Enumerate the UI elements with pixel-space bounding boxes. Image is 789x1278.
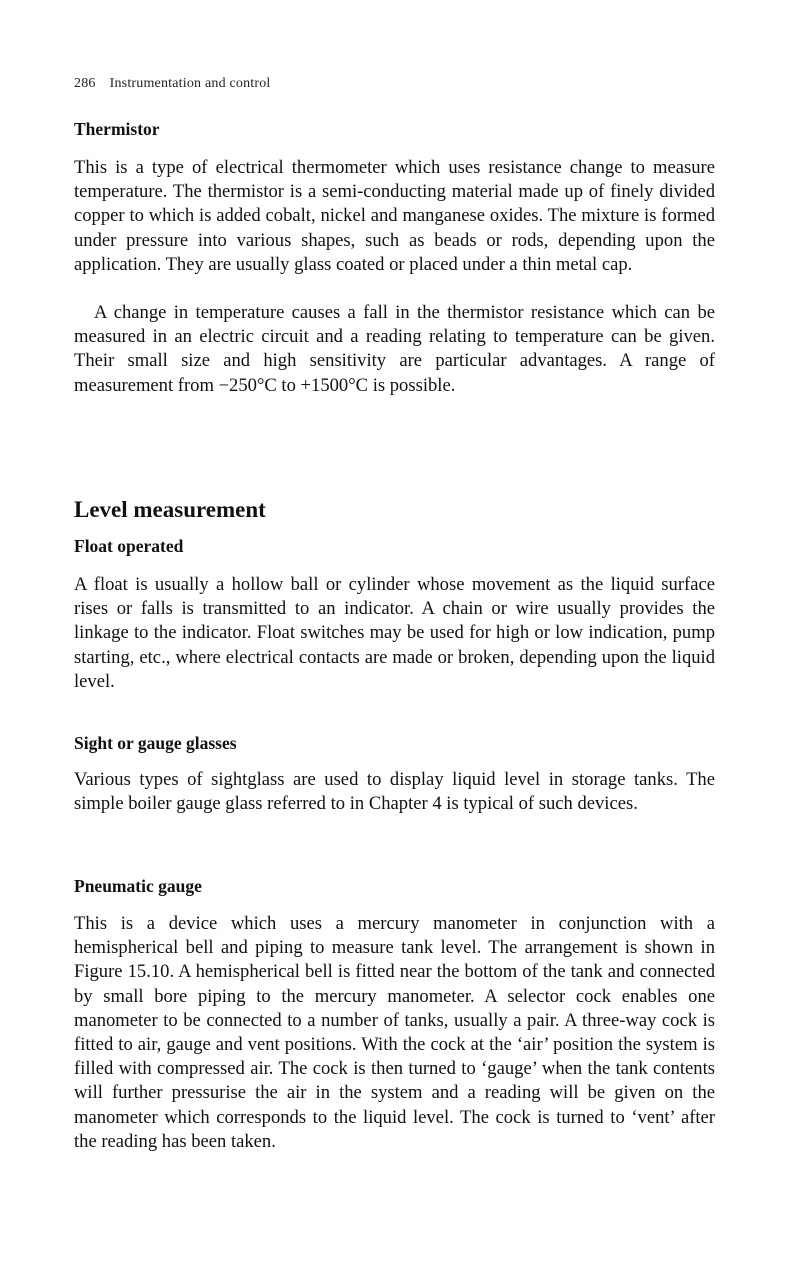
paragraph-sight-glasses: Various types of sightglass are used to display liquid level in storage tanks. The simple boiler gauge glass referred to in Chapter 4 is typical of such devices.	[74, 769, 715, 815]
page-number: 286	[74, 76, 96, 91]
chapter-section-heading-level-measurement: Level measurement	[74, 497, 266, 522]
running-title: Instrumentation and control	[109, 76, 271, 91]
paragraph-float-operated: A float is usually a hollow ball or cylinder whose movement as the liquid surface rises or falls is transmitted to an indicator. A chain or wire usually provides the linkage to the indicator. Float switches may be used for high or low indication, pump starting, etc., where electrical contacts are made or broken, depending upon the liquid level.	[74, 574, 715, 692]
paragraph-thermistor-1: This is a type of electrical thermometer which uses resistance change to measure temperature. The thermistor is a semi-conducting material made up of finely divided copper to which is added cobalt, nickel and manganese oxides. The mixture is formed under pressure into various shapes, such as beads or rods, depending upon the application. They are usually glass coated or placed under a thin metal cap.	[74, 157, 715, 275]
running-header	[74, 76, 271, 92]
section-heading-thermistor: Thermistor	[74, 119, 160, 139]
paragraph-pneumatic-gauge: This is a device which uses a mercury manometer in conjunction with a hemispherical bell and piping to measure tank level. The arrangement is shown in Figure 15.10. A hemispherical bell is fitted near the bottom of the tank and connected by small bore piping to the mercury manometer. A selector cock enables one manometer to be connected to a number of tanks, usually a pair. A three-way cock is fitted to air, gauge and vent positions. With the cock at the ‘air’ position the system is filled with compressed air. The cock is then turned to ‘gauge’ when the tank contents will further pressurise the air in the system and a reading will be given on the manometer which corresponds to the liquid level. The cock is turned to ‘vent’ after the reading has been taken.	[74, 913, 715, 1152]
subsection-heading-float-operated: Float operated	[74, 536, 184, 556]
paragraph-thermistor-2: A change in temperature causes a fall in the thermistor resistance which can be measured in an electric circuit and a reading relating to temperature can be given. Their small size and high sensitivity are particular advantages. A range of measurement from −250°C to +1500°C is possible.	[74, 302, 715, 396]
subsection-heading-sight-glasses: Sight or gauge glasses	[74, 733, 237, 753]
subsection-heading-pneumatic-gauge: Pneumatic gauge	[74, 876, 202, 896]
